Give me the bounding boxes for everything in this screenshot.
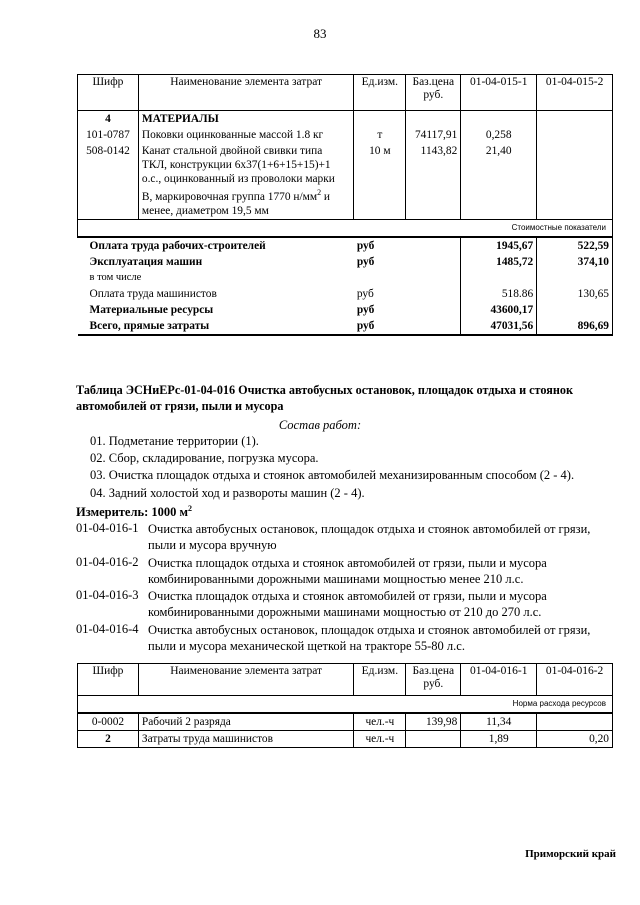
variant-code: 01-04-016-4 [76,622,139,636]
row-value-1: 21,40 [461,143,537,219]
row-value-1: 1,89 [461,731,537,748]
summary-row: Оплата труда рабочих-строителей руб 1945,67 522,59 [78,237,613,254]
row-code: 2 [78,731,139,748]
row-code: 101-0787 [78,127,139,143]
col-header-unit: Ед.изм. [354,664,406,696]
row-name: Рабочий 2 разряда [138,713,353,731]
col-header-variant-2: 01-04-015-2 [537,75,613,111]
work-item: 01. Подметание территории (1). [90,434,259,448]
variant-description: Очистка площадок отдыха и стоянок автомобилей от грязи, пыли и мусора комбинированными дорожными машинами мощностью от 210 до 270 л.с. [148,589,547,619]
section-title: МАТЕРИАЛЫ [138,111,353,128]
row-value-1: 11,34 [461,713,537,731]
row-price: 1143,82 [406,143,461,219]
cost-caption-row [78,219,613,237]
variant-code: 01-04-016-2 [76,555,139,569]
summary-row: Эксплуатация машин руб 1485,72 374,10 [78,254,613,270]
col-header-price: Баз.цена руб. [406,664,461,696]
table-row [78,713,613,731]
row-price [406,731,461,748]
row-unit: 10 м [354,143,406,219]
page-number: 83 [313,26,327,41]
row-price: 74117,91 [406,127,461,143]
section-number: 4 [78,111,139,128]
col-header-code: Шифр [78,664,139,696]
col-header-code: Шифр [78,75,139,111]
col-header-unit: Ед.изм. [354,75,406,111]
work-item: 02. Сбор, складирование, погрузка мусора. [90,451,319,465]
table-title: Таблица ЭСНиЕРс-01-04-016 Очистка автобусных остановок, площадок отдыха и стоянок автомобилей от грязи, пыли и мусора [76,383,573,413]
measurer: Измеритель: 1000 $м^2$ [76,504,193,520]
row-value-2 [537,713,613,731]
col-header-name: Наименование элемента затрат [138,75,353,111]
table-row [78,731,613,748]
variant-description: Очистка автобусных остановок, площадок отдыха и стоянок автомобилей от грязи, пыли и мусора механической щеткой на тракторе 55-80 л.с. [148,623,591,653]
row-name: Канат стальной двойной свивки типа ТКЛ, конструкции 6х37(1+6+15+15)+1 о.с., оцинкованный из проволоки марки В, маркировочная группа 1770 $н/мм^2$ и менее, диаметром 19,5 мм [138,143,353,219]
row-value-2: 0,20 [537,731,613,748]
row-name: Поковки оцинкованные массой 1.8 кг [138,127,353,143]
table-row [78,111,613,128]
footer-region: Приморский край [525,848,616,860]
row-unit: т [354,127,406,143]
col-header-variant-1: 01-04-016-1 [461,664,537,696]
summary-row: Оплата труда машинистов руб 518.86 130,65 [78,286,613,302]
row-value-1: 0,258 [461,127,537,143]
variant-code: 01-04-016-1 [76,521,139,535]
resource-table-015 [77,74,613,336]
summary-row: Всего, прямые затраты руб 47031,56 896,69 [78,318,613,335]
col-header-variant-1: 01-04-015-1 [461,75,537,111]
norm-caption: Норма расхода ресурсов [461,696,613,714]
col-header-name: Наименование элемента затрат [138,664,353,696]
variant-description: Очистка автобусных остановок, площадок отдыха и стоянок автомобилей от грязи, пыли и мусора вручную [148,522,591,552]
table-row [78,127,613,143]
variant-description: Очистка площадок отдыха и стоянок автомобилей от грязи, пыли и мусора комбинированными дорожными машинами мощностью менее 210 л.с. [148,556,547,586]
resource-table-016 [77,663,613,748]
col-header-price: Баз.цена руб. [406,75,461,111]
cost-caption: Стоимостные показатели [461,219,613,237]
row-code: 0-0002 [78,713,139,731]
summary-row: Материальные ресурсы руб 43600,17 [78,302,613,318]
table-row [78,143,613,219]
norm-caption-row [78,696,613,714]
col-header-variant-2: 01-04-016-2 [537,664,613,696]
row-value-2 [537,127,613,143]
row-price: 139,98 [406,713,461,731]
composition-title: Состав работ: [278,418,362,432]
row-unit: чел.-ч [354,713,406,731]
row-value-2 [537,143,613,219]
work-item: 03. Очистка площадок отдыха и стоянок автомобилей механизированным способом (2 - 4). [90,468,575,482]
row-code: 508-0142 [78,143,139,219]
variant-code: 01-04-016-3 [76,588,139,602]
summary-row: в том числе [78,270,613,286]
work-item: 04. Задний холостой ход и развороты машин (2 - 4). [90,486,365,500]
row-unit: чел.-ч [354,731,406,748]
row-name: Затраты труда машинистов [138,731,353,748]
